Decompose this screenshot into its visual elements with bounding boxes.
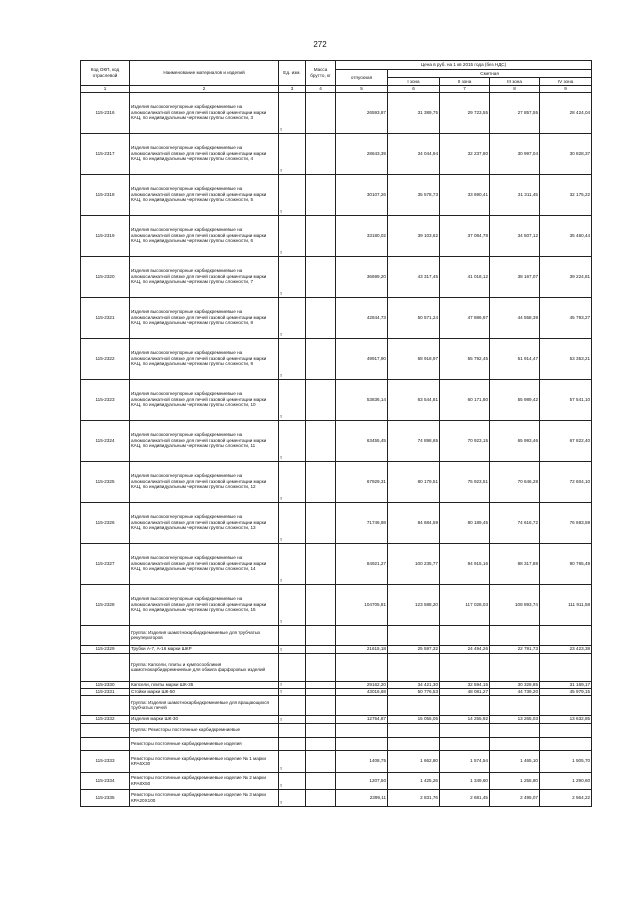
zone3-cell: 65 993,46 [490,420,540,461]
zone4-cell: 45 793,27 [540,297,592,338]
zone3-cell: 74 616,72 [490,502,540,543]
mass-cell [306,420,336,461]
zone4-cell: 90 765,49 [540,543,592,584]
code-cell: 115-2331 [81,688,130,695]
mass-cell [306,256,336,297]
zone2-cell: 70 923,15 [440,420,490,461]
code-cell: 115-2319 [81,215,130,256]
name-cell: Резисторы постоянные карбидкремниевые изделие № 3 марки КРА20Х100 [130,789,279,806]
price-cell: 1408,75 [336,750,388,772]
name-cell: Изделия высокоогнеупорные карбидкремниевые на алюмосиликатной связке для печей газовой цементации марки КАЦ, по индивидуальным чертежам группы сложности, 9 [130,338,279,379]
price-cell: 36699,20 [336,256,388,297]
price-table [80,60,592,807]
zone2-cell: 1 574,54 [440,750,490,772]
header-price: Цена в руб. на 1 кв 2015 года (без НДС) [336,61,592,70]
name-cell: Капсели, плиты марки ШК-35 [130,681,279,688]
table-row [81,502,592,543]
unit-cell: т [279,502,306,543]
group-row [81,653,592,681]
unit-cell: т [279,297,306,338]
mass-cell [306,789,336,806]
price-cell: 33180,02 [336,215,388,256]
table-row [81,645,592,653]
table-row [81,215,592,256]
zone2-cell: 117 028,03 [440,584,490,625]
price-cell: 29162,20 [336,681,388,688]
zone1-cell: 1 662,80 [388,750,440,772]
code-cell: 115-2323 [81,379,130,420]
price-cell: 30107,26 [336,174,388,215]
zone4-cell: 1 290,60 [540,772,592,789]
zone2-cell: 14 255,92 [440,715,490,723]
code-cell: 115-2326 [81,502,130,543]
price-cell: 28643,39 [336,133,388,174]
zone2-cell: 29 723,55 [440,92,490,133]
zone2-cell: 80 189,45 [440,502,490,543]
code-cell: 115-2333 [81,750,130,772]
zone1-cell: 2 831,76 [388,789,440,806]
col-number: 6 [388,86,440,93]
code-cell: 115-2322 [81,338,130,379]
col-number: 2 [130,86,279,93]
unit-cell: т [279,338,306,379]
zone3-cell: 38 167,07 [490,256,540,297]
group-row [81,695,592,715]
unit-cell: т [279,92,306,133]
unit-cell: т [279,584,306,625]
zone4-cell: 28 424,04 [540,92,592,133]
unit-cell: т [279,688,306,695]
name-cell: Изделия высокоогнеупорные карбидкремниевые на алюмосиликатной связке для печей газовой цементации марки КАЦ, по индивидуальным чертежам группы сложности, 8 [130,297,279,338]
table-row [81,772,592,789]
zone4-cell: 111 911,58 [540,584,592,625]
zone3-cell: 44 739,20 [490,688,540,695]
zone1-cell: 80 179,51 [388,461,440,502]
code-cell: 115-2327 [81,543,130,584]
table-row [81,789,592,806]
price-cell: 49917,90 [336,338,388,379]
unit-cell: т [279,461,306,502]
mass-cell [306,461,336,502]
table-row [81,584,592,625]
header-mass: Масса брутто, кг [306,61,336,86]
table-row [81,543,592,584]
header-zone-4: IV зона [540,78,592,86]
zone1-cell: 35 578,73 [388,174,440,215]
code-cell: 115-2320 [81,256,130,297]
zone4-cell: 67 822,40 [540,420,592,461]
mass-cell [306,750,336,772]
zone1-cell: 50 571,24 [388,297,440,338]
code-cell: 115-2332 [81,715,130,723]
name-cell: Изделия марки ШК-30 [130,715,279,723]
col-number: 4 [306,86,336,93]
name-cell: Изделия высокоогнеупорные карбидкремниевые на алюмосиликатной связке для печей газовой цементации марки КАЦ, по индивидуальным чертежам группы сложности, 15 [130,584,279,625]
table-row [81,461,592,502]
price-cell: 26593,87 [336,92,388,133]
table-row [81,688,592,695]
code-cell: 115-2321 [81,297,130,338]
zone1-cell: 84 684,59 [388,502,440,543]
name-cell: Резисторы постоянные карбидкремниевые изделие № 1 марки КРА6Х30 [130,750,279,772]
zone1-cell: 43 317,45 [388,256,440,297]
zone3-cell: 22 791,73 [490,645,540,653]
zone4-cell: 31 169,17 [540,681,592,688]
table-row [81,256,592,297]
mass-cell [306,584,336,625]
mass-cell [306,174,336,215]
zone3-cell: 13 265,03 [490,715,540,723]
zone4-cell: 76 683,59 [540,502,592,543]
group-row [81,723,592,737]
zone1-cell: 74 898,65 [388,420,440,461]
code-cell: 115-2318 [81,174,130,215]
zone2-cell: 24 494,26 [440,645,490,653]
mass-cell [306,92,336,133]
zone4-cell: 35 460,44 [540,215,592,256]
zone4-cell: 2 564,22 [540,789,592,806]
zone1-cell: 1 425,26 [388,772,440,789]
zone1-cell: 123 588,20 [388,584,440,625]
unit-cell: т [279,379,306,420]
code-cell: 115-2334 [81,772,130,789]
zone3-cell: 108 893,74 [490,584,540,625]
header-name: Наименование материалов и изделий [130,61,279,86]
mass-cell [306,133,336,174]
price-cell: 63455,45 [336,420,388,461]
zone4-cell: 53 353,21 [540,338,592,379]
page-number: 272 [313,40,327,49]
name-cell: Изделия высокоогнеупорные карбидкремниевые на алюмосиликатной связке для печей газовой цементации марки КАЦ, по индивидуальным чертежам группы сложности, 10 [130,379,279,420]
unit-cell: т [279,133,306,174]
unit-cell: т [279,256,306,297]
mass-cell [306,681,336,688]
name-cell: Изделия высокоогнеупорные карбидкремниевые на алюмосиликатной связке для печей газовой цементации марки КАЦ, по индивидуальным чертежам группы сложности, 4 [130,133,279,174]
unit-cell: т [279,215,306,256]
zone3-cell: 2 495,07 [490,789,540,806]
zone4-cell: 72 604,10 [540,461,592,502]
name-cell: Трубки А-7, А-16 марки ШКР [130,645,279,653]
mass-cell [306,502,336,543]
zone3-cell: 34 507,12 [490,215,540,256]
mass-cell [306,715,336,723]
zone4-cell: 32 175,22 [540,174,592,215]
code-cell: 115-2324 [81,420,130,461]
mass-cell [306,645,336,653]
header-zone-3: III зона [490,78,540,86]
table-row [81,133,592,174]
code-cell: 115-2329 [81,645,130,653]
zone2-cell: 33 690,41 [440,174,490,215]
name-cell: Изделия высокоогнеупорные карбидкремниевые на алюмосиликатной связке для печей газовой цементации марки КАЦ, по индивидуальным чертежам группы сложности, 14 [130,543,279,584]
col-number: 8 [490,86,540,93]
zone2-cell: 41 018,12 [440,256,490,297]
header-release: отпускная [336,70,388,86]
col-number: 7 [440,86,490,93]
note-text: Резисторы постоянные карбидкремниевые изделия [130,737,279,750]
mass-cell [306,338,336,379]
zone3-cell: 1 465,10 [490,750,540,772]
zone2-cell: 2 681,45 [440,789,490,806]
table-row [81,338,592,379]
zone4-cell: 45 979,15 [540,688,592,695]
code-cell: 115-2335 [81,789,130,806]
zone4-cell: 13 632,85 [540,715,592,723]
name-cell: Резисторы постоянные карбидкремниевые изделие № 2 марки КРА8Х50 [130,772,279,789]
group-title: Группа: Капсели, плиты и кумпосообликия шамотнокарбидкремниевые для обжига фарфоровых изделий [130,653,279,681]
zone1-cell: 34 421,30 [388,681,440,688]
zone1-cell: 100 235,77 [388,543,440,584]
code-cell: 115-2330 [81,681,130,688]
group-title: Группа: Изделия шамотнокарбидкремниевые для трубчатых рекуператоров [130,625,279,645]
col-number: 5 [336,86,388,93]
name-cell: Изделия высокоогнеупорные карбидкремниевые на алюмосиликатной связке для печей газовой цементации марки КАЦ, по индивидуальным чертежам группы сложности, 6 [130,215,279,256]
zone1-cell: 39 103,62 [388,215,440,256]
unit-cell: т [279,681,306,688]
zone4-cell: 23 423,38 [540,645,592,653]
header-code: Код ОКП, код отраслевой [81,61,130,86]
mass-cell [306,215,336,256]
unit-cell: т [279,789,306,806]
table-row [81,174,592,215]
zone2-cell: 1 349,60 [440,772,490,789]
code-cell: 115-2328 [81,584,130,625]
zone3-cell: 30 997,04 [490,133,540,174]
header-estimate: Сметная [388,70,592,78]
table-row [81,297,592,338]
header-zone-2: II зона [440,78,490,86]
unit-cell: т [279,543,306,584]
name-cell: Изделия высокоогнеупорные карбидкремниевые на алюмосиликатной связке для печей газовой цементации марки КАЦ, по индивидуальным чертежам группы сложности, 7 [130,256,279,297]
mass-cell [306,688,336,695]
price-cell: 1207,50 [336,772,388,789]
zone2-cell: 32 237,80 [440,133,490,174]
note-row [81,737,592,750]
zone3-cell: 44 558,39 [490,297,540,338]
zone4-cell: 57 541,10 [540,379,592,420]
unit-cell: т [279,174,306,215]
mass-cell [306,379,336,420]
zone2-cell: 55 792,45 [440,338,490,379]
price-cell: 2399,11 [336,789,388,806]
unit-cell: т [279,750,306,772]
zone2-cell: 94 915,16 [440,543,490,584]
zone2-cell: 37 084,78 [440,215,490,256]
zone3-cell: 70 646,28 [490,461,540,502]
table-row [81,92,592,133]
price-cell: 12754,87 [336,715,388,723]
zone1-cell: 34 044,94 [388,133,440,174]
col-number: 1 [81,86,130,93]
code-cell: 115-2316 [81,92,130,133]
code-cell: 115-2325 [81,461,130,502]
table-row [81,750,592,772]
name-cell: Изделия высокоогнеупорные карбидкремниевые на алюмосиликатной связке для печей газовой цементации марки КАЦ, по индивидуальным чертежам группы сложности, 13 [130,502,279,543]
zone4-cell: 1 505,70 [540,750,592,772]
col-number: 3 [279,86,306,93]
table-row [81,420,592,461]
mass-cell [306,543,336,584]
name-cell: Изделия высокоогнеупорные карбидкремниевые на алюмосиликатной связке для печей газовой цементации марки КАЦ, по индивидуальным чертежам группы сложности, 3 [130,92,279,133]
group-row [81,625,592,645]
zone4-cell: 39 224,81 [540,256,592,297]
name-cell: Стойки марки ШК-50 [130,688,279,695]
table-row [81,681,592,688]
zone2-cell: 60 171,80 [440,379,490,420]
zone3-cell: 1 255,80 [490,772,540,789]
price-cell: 104705,81 [336,584,388,625]
price-cell: 53836,14 [336,379,388,420]
code-cell: 115-2317 [81,133,130,174]
zone1-cell: 63 544,81 [388,379,440,420]
zone1-cell: 31 389,75 [388,92,440,133]
price-cell: 43016,68 [336,688,388,695]
zone3-cell: 88 317,88 [490,543,540,584]
zone1-cell: 25 597,32 [388,645,440,653]
name-cell: Изделия высокоогнеупорные карбидкремниевые на алюмосиликатной связке для печей газовой цементации марки КАЦ, по индивидуальным чертежам группы сложности, 12 [130,461,279,502]
unit-cell: т [279,715,306,723]
zone1-cell: 58 918,97 [388,338,440,379]
zone3-cell: 51 914,47 [490,338,540,379]
zone3-cell: 27 857,55 [490,92,540,133]
zone3-cell: 55 989,42 [490,379,540,420]
mass-cell [306,772,336,789]
price-cell: 21615,18 [336,645,388,653]
name-cell: Изделия высокоогнеупорные карбидкремниевые на алюмосиликатной связке для печей газовой цементации марки КАЦ, по индивидуальным чертежам группы сложности, 5 [130,174,279,215]
header-unit: Ед. изм. [279,61,306,86]
price-cell: 84921,27 [336,543,388,584]
zone1-cell: 50 776,53 [388,688,440,695]
zone2-cell: 47 886,97 [440,297,490,338]
mass-cell [306,297,336,338]
unit-cell: т [279,645,306,653]
zone4-cell: 30 828,37 [540,133,592,174]
zone2-cell: 75 923,51 [440,461,490,502]
table-row [81,379,592,420]
price-cell: 71746,98 [336,502,388,543]
price-cell: 67929,31 [336,461,388,502]
table-row [81,715,592,723]
col-number: 9 [540,86,592,93]
header-zone-1: I зона [388,78,440,86]
unit-cell: т [279,772,306,789]
group-title: Группа: Резисторы постоянные карбидкремниевые [130,723,279,737]
zone2-cell: 32 594,15 [440,681,490,688]
name-cell: Изделия высокоогнеупорные карбидкремниевые на алюмосиликатной связке для печей газовой цементации марки КАЦ, по индивидуальным чертежам группы сложности, 11 [130,420,279,461]
price-cell: 42844,73 [336,297,388,338]
zone2-cell: 48 081,27 [440,688,490,695]
zone1-cell: 15 055,05 [388,715,440,723]
unit-cell: т [279,420,306,461]
group-title: Группа: Изделия шамотнокарбидкремниевые для вращающихся трубчатых печей [130,695,279,715]
zone3-cell: 31 311,45 [490,174,540,215]
zone3-cell: 30 328,85 [490,681,540,688]
